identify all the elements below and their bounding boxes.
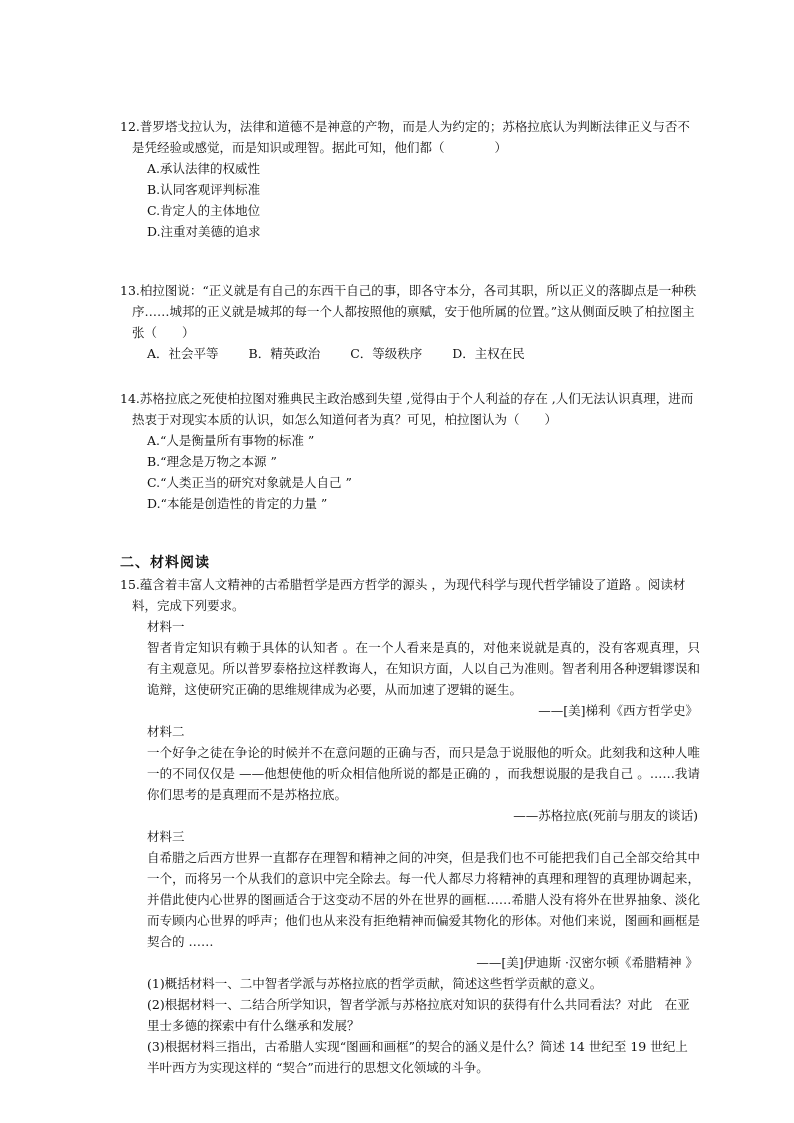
material-3-source: ——[美]伊迪斯 ·汉密尔顿《希腊精神 》 bbox=[476, 955, 698, 970]
question-15-task-3: (3)根据材料三指出，古希腊人实现“图画和画框”的契合的涵义是什么？简述 14 世纪至 19 世纪上半叶西方为实现这样的 “契合”而进行的思想文化领域的斗争。 bbox=[147, 1039, 688, 1075]
question-13-stem: 13.柏拉图说：“正义就是有自己的东西干自己的事，即各守本分，各司其职，所以正义的落脚点是一种秩序……城邦的正义就是城邦的每一个人都按照他的禀赋，安于他所属的位置。”这从侧面反映了柏拉图主张（ ） bbox=[120, 283, 697, 340]
material-2-text: 一个好争之徒在争论的时候并不在意问题的正确与否，而只是急于说服他的听众。此刻我和这种人唯一的不同仅仅是 ——他想使他的听众相信他所说的都是正确的 ，而我想说服的是我自己 。……我请你们思考的是真理而不是苏格拉底。 bbox=[147, 745, 700, 802]
question-13-options bbox=[120, 343, 700, 364]
question-13-option-b: B．精英政治 bbox=[248, 346, 321, 361]
question-15-task-2: (2)根据材料一、二结合所学知识，智者学派与苏格拉底对知识的获得有什么共同看法？对此 在亚里士多德的探索中有什么继承和发展？ bbox=[147, 997, 690, 1033]
question-13-option-a: A．社会平等 bbox=[147, 346, 219, 361]
question-14-stem: 14.苏格拉底之死使柏拉图对雅典民主政治感到失望 ,觉得由于个人利益的存在 ,人们无法认识真理，进而热衷于对现实本质的认识，如怎么知道何者为真？可见，柏拉图认为（ ） bbox=[120, 391, 694, 427]
material-3-text: 自希腊之后西方世界一直都存在理智和精神之间的冲突，但是我们也不可能把我们自己全部交给其中一个，而将另一个从我们的意识中完全除去。每一代人都尽力将精神的真理和理智的真理协调起来，并借此使内心世界的图画适合于这变动不居的外在世界的画框……希腊人没有将外在世界抽象、淡化而专顾内心世界的呼声；他们也从来没有拒绝精神而偏爱其物化的形体。对他们来说，图画和画框是契合的 …… bbox=[147, 850, 700, 949]
question-13-option-d: D．主权在民 bbox=[452, 346, 525, 361]
question-14-option-a: A.“人是衡量所有事物的标准 ” bbox=[147, 433, 315, 448]
material-2-source: ——苏格拉底(死前与朋友的谈话) bbox=[513, 808, 698, 823]
question-14-option-d: D.“本能是创造性的肯定的力量 ” bbox=[147, 496, 328, 511]
question-14-option-b: B.“理念是万物之本源 ” bbox=[147, 454, 277, 469]
material-1-source: ——[美]梯利《西方哲学史》 bbox=[538, 703, 698, 718]
section-title-material-reading: 二、材料阅读 bbox=[120, 555, 210, 571]
question-14-option-c: C.“人类正当的研究对象就是人自己 ” bbox=[147, 475, 352, 490]
question-12-stem: 12.普罗塔戈拉认为，法律和道德不是神意的产物，而是人为约定的；苏格拉底认为判断法律正义与否不是凭经验或感觉，而是知识或理智。据此可知，他们都（ ） bbox=[120, 119, 690, 155]
question-15-stem: 15.蕴含着丰富人文精神的古希腊哲学是西方哲学的源头 ，为现代科学与现代哲学铺设了道路 。阅读材料，完成下列要求。 bbox=[120, 577, 686, 613]
material-2-label: 材料二 bbox=[147, 724, 185, 739]
material-1-text: 智者肯定知识有赖于具体的认知者 。在一个人看来是真的，对他来说就是真的，没有客观真理，只有主观意见。所以普罗泰格拉这样教诲人，在知识方面，人以自己为准则。智者利用各种逻辑谬误和诡辩，这使研究正确的思维规律成为必要，从而加速了逻辑的诞生。 bbox=[147, 640, 700, 697]
question-12-option-a: A.承认法律的权威性 bbox=[147, 161, 261, 176]
question-12 bbox=[120, 116, 700, 242]
question-13 bbox=[120, 280, 700, 364]
question-12-option-d: D.注重对美德的追求 bbox=[147, 224, 261, 239]
question-13-option-c: C．等级秩序 bbox=[350, 346, 423, 361]
material-3-label: 材料三 bbox=[147, 829, 185, 844]
question-12-option-c: C.肯定人的主体地位 bbox=[147, 203, 261, 218]
question-12-option-b: B.认同客观评判标准 bbox=[147, 182, 261, 197]
question-15-task-1: (1)概括材料一、二中智者学派与苏格拉底的哲学贡献，简述这些哲学贡献的意义。 bbox=[147, 976, 603, 991]
question-15 bbox=[120, 574, 700, 1078]
question-14 bbox=[120, 388, 700, 514]
material-1-label: 材料一 bbox=[147, 619, 185, 634]
